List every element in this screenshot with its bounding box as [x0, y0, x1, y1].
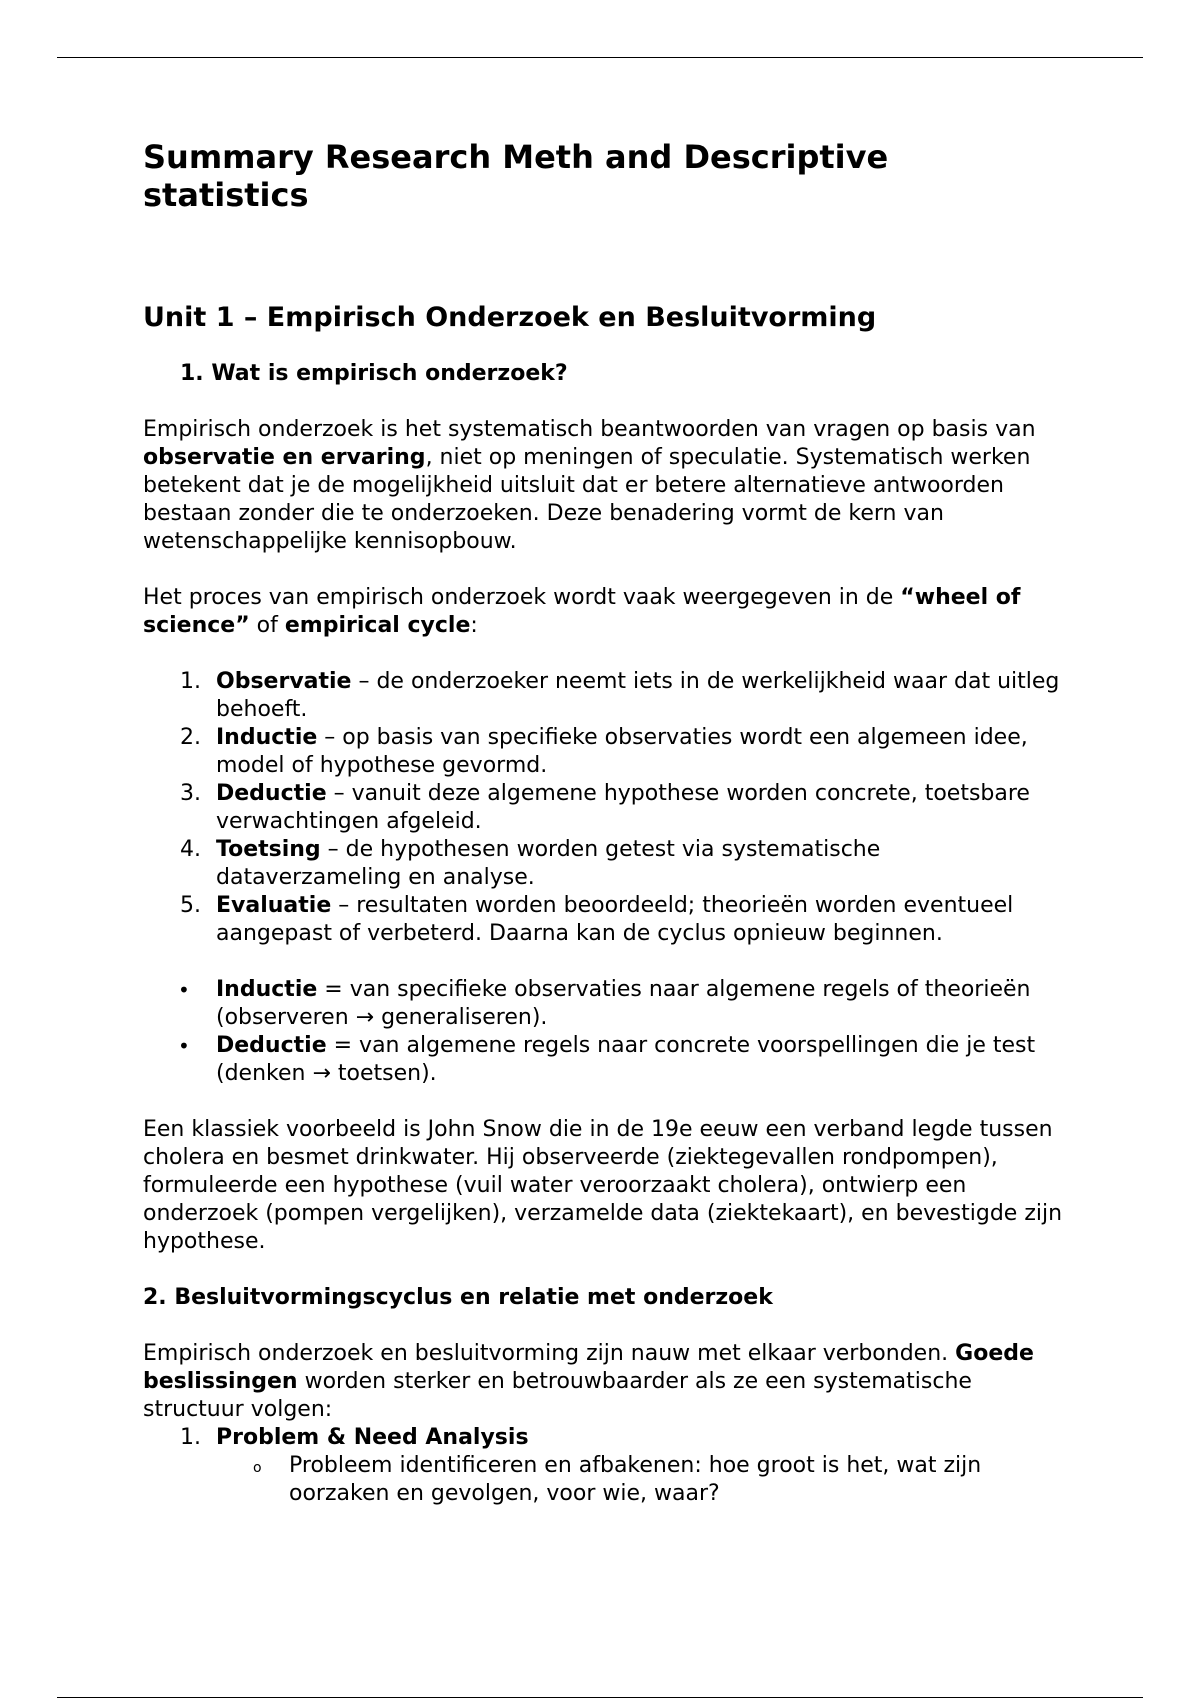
list-text: – op basis van specifieke observaties wordt een algemeen idee, model of hypothese gevormd.	[216, 725, 1028, 778]
list-number: 2.	[180, 725, 201, 750]
top-rule	[57, 57, 1143, 58]
empirical-cycle-list	[143, 668, 1063, 948]
list-text: = van algemene regels naar concrete voorspellingen die je test (denken → toetsen).	[216, 1033, 1036, 1086]
page-title: Summary Research Meth and Descriptive statistics	[143, 138, 889, 214]
text-run: Empirisch onderzoek en besluitvorming zijn nauw met elkaar verbonden.	[143, 1341, 956, 1366]
text-run: worden sterker en betrouwbaarder als ze een systematische structuur volgen:	[143, 1369, 972, 1422]
list-text: – resultaten worden beoordeeld; theorieën worden eventueel aangepast of verbeterd. Daarna kan de cyclus opnieuw beginnen.	[216, 893, 1014, 946]
text-run: :	[470, 613, 478, 638]
list-number: 3.	[180, 781, 201, 806]
list-term: Inductie	[216, 725, 318, 750]
section-1-paragraph-3: Een klassiek voorbeeld is John Snow die in de 19e eeuw een verband legde tussen cholera en besmet drinkwater. Hij observeerde (ziektegevallen rondpompen), formuleerde een hypothese (vuil water veroorzaakt cholera), ontwierp een onderzoek (pompen vergelijken), verzamelde data (ziektekaart), en bevestigde zijn hypothese.	[143, 1117, 1063, 1254]
bold-text: Goede beslissingen	[143, 1341, 1034, 1394]
bullet-icon: •	[178, 1034, 190, 1058]
bold-text: observatie en ervaring	[143, 445, 426, 470]
list-term: Observatie	[216, 669, 352, 694]
list-text: – vanuit deze algemene hypothese worden concrete, toetsbare verwachtingen afgeleid.	[216, 781, 1030, 834]
list-item	[143, 1032, 1063, 1088]
decision-cycle-list	[143, 1424, 1063, 1452]
document-body	[143, 138, 1063, 1508]
text-run: Het proces van empirisch onderzoek wordt vaak weergegeven in de	[143, 585, 901, 610]
list-term: Deductie	[216, 781, 327, 806]
bold-text: empirical cycle	[284, 613, 471, 638]
circle-bullet-icon: o	[253, 1460, 262, 1476]
list-item	[143, 1424, 1063, 1452]
list-number: 1.	[180, 1425, 201, 1450]
section-1-paragraph-1	[143, 416, 1063, 556]
list-term: Evaluatie	[216, 893, 332, 918]
list-number: 4.	[180, 837, 201, 862]
list-text: – de hypothesen worden getest via systematische dataverzameling en analyse.	[216, 837, 881, 890]
list-item	[143, 668, 1063, 724]
list-item	[143, 836, 1063, 892]
bold-text: “wheel of science”	[143, 585, 1021, 638]
list-number: 1.	[180, 669, 201, 694]
text-run: of	[249, 613, 285, 638]
induction-deduction-list	[143, 976, 1063, 1088]
list-term: Problem & Need Analysis	[216, 1425, 529, 1450]
list-text: = van specifieke observaties naar algemene regels of theorieën (observeren → generaliseren).	[216, 977, 1031, 1030]
list-term: Deductie	[216, 1033, 327, 1058]
decision-sub-list	[143, 1452, 1063, 1508]
section-2-heading: 2. Besluitvormingscyclus en relatie met onderzoek	[143, 1285, 773, 1310]
unit-heading: Unit 1 – Empirisch Onderzoek en Besluitvorming	[143, 302, 877, 333]
bottom-rule	[57, 1697, 1143, 1698]
list-item	[143, 976, 1063, 1032]
list-item	[143, 724, 1063, 780]
bullet-icon: •	[178, 978, 190, 1002]
list-term: Inductie	[216, 977, 318, 1002]
sub-list-item	[143, 1452, 1063, 1508]
text-run: , niet op meningen of speculatie. Systematisch werken betekent dat je de mogelijkheid uitsluit dat er betere alternatieve antwoorden bestaan zonder die te onderzoeken. Deze benadering vormt de kern van wetenschappelijke kennisopbouw.	[143, 445, 1031, 554]
section-1-heading: 1. Wat is empirisch onderzoek?	[180, 361, 568, 386]
list-term: Toetsing	[216, 837, 321, 862]
section-1-paragraph-2	[143, 584, 1063, 640]
list-item	[143, 892, 1063, 948]
list-text: – de onderzoeker neemt iets in de werkelijkheid waar dat uitleg behoeft.	[216, 669, 1060, 722]
section-2-paragraph-1	[143, 1340, 1063, 1424]
sub-list-text: Probleem identificeren en afbakenen: hoe groot is het, wat zijn oorzaken en gevolgen, voor wie, waar?	[289, 1453, 982, 1506]
list-number: 5.	[180, 893, 201, 918]
list-item	[143, 780, 1063, 836]
text-run: Empirisch onderzoek is het systematisch beantwoorden van vragen op basis van	[143, 417, 1036, 442]
